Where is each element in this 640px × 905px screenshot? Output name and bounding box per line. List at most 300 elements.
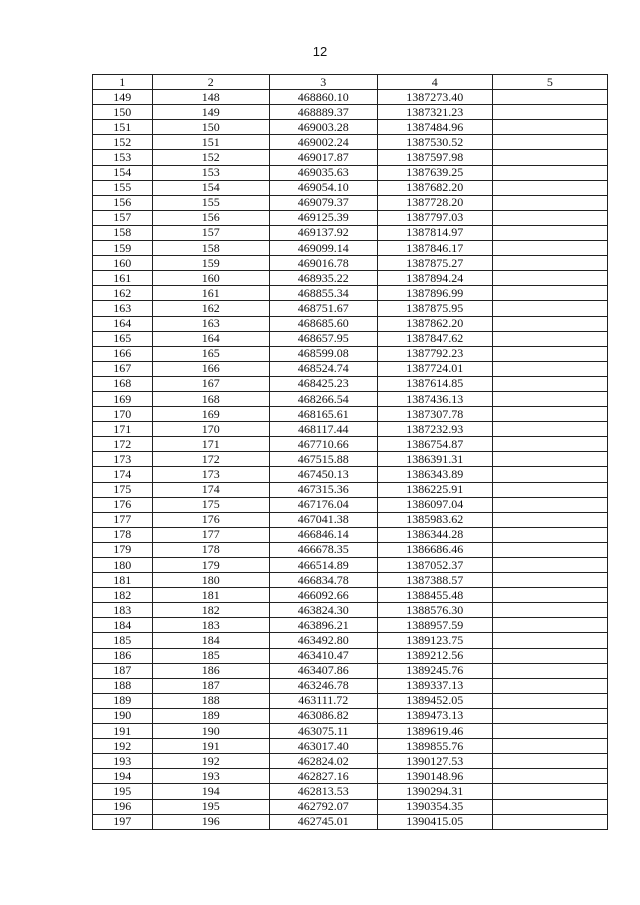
table-cell-col-3: 463075.11 xyxy=(269,724,377,739)
table-cell-col-1: 196 xyxy=(93,799,153,814)
table-cell-col-4: 1387530.52 xyxy=(377,135,492,150)
table-cell-col-4: 1387728.20 xyxy=(377,195,492,210)
table-cell-col-1: 171 xyxy=(93,422,153,437)
table-cell-col-1: 151 xyxy=(93,120,153,135)
table-cell-col-3: 462792.07 xyxy=(269,799,377,814)
table-row xyxy=(93,301,608,316)
table-row xyxy=(93,165,608,180)
table-row xyxy=(93,376,608,391)
table-cell-col-2: 173 xyxy=(152,467,269,482)
column-header-3: 3 xyxy=(269,75,377,90)
table-cell-col-3: 469002.24 xyxy=(269,135,377,150)
table-cell-col-1: 172 xyxy=(93,437,153,452)
table-cell-col-2: 187 xyxy=(152,678,269,693)
table-cell-col-4: 1389245.76 xyxy=(377,663,492,678)
table-cell-col-4: 1386754.87 xyxy=(377,437,492,452)
table-cell-col-4: 1389452.05 xyxy=(377,693,492,708)
table-cell-col-2: 154 xyxy=(152,180,269,195)
table-cell-col-1: 166 xyxy=(93,346,153,361)
table-cell-col-1: 185 xyxy=(93,633,153,648)
table-row xyxy=(93,512,608,527)
table-cell-col-3: 468266.54 xyxy=(269,391,377,406)
table-cell-col-3: 466678.35 xyxy=(269,542,377,557)
table-cell-col-3: 469017.87 xyxy=(269,150,377,165)
table-cell-col-2: 194 xyxy=(152,784,269,799)
table-cell-col-3: 463017.40 xyxy=(269,739,377,754)
table-cell-col-4: 1390294.31 xyxy=(377,784,492,799)
table-cell-col-2: 180 xyxy=(152,573,269,588)
table-cell-col-2: 157 xyxy=(152,225,269,240)
table-row xyxy=(93,618,608,633)
table-cell-col-1: 154 xyxy=(93,165,153,180)
table-cell-col-3: 462827.16 xyxy=(269,769,377,784)
table-cell-col-2: 160 xyxy=(152,271,269,286)
table-row xyxy=(93,331,608,346)
table-cell-col-2: 193 xyxy=(152,769,269,784)
table-cell-col-4: 1387792.23 xyxy=(377,346,492,361)
table-cell-col-3: 468935.22 xyxy=(269,271,377,286)
table-cell-col-5 xyxy=(492,678,607,693)
table-cell-col-4: 1387875.95 xyxy=(377,301,492,316)
table-row xyxy=(93,603,608,618)
table-cell-col-3: 466834.78 xyxy=(269,573,377,588)
table-cell-col-3: 469035.63 xyxy=(269,165,377,180)
table-cell-col-4: 1387436.13 xyxy=(377,391,492,406)
table-cell-col-3: 463086.82 xyxy=(269,708,377,723)
column-header-4: 4 xyxy=(377,75,492,90)
table-cell-col-5 xyxy=(492,256,607,271)
table-cell-col-1: 150 xyxy=(93,105,153,120)
table-cell-col-1: 161 xyxy=(93,271,153,286)
table-cell-col-4: 1387273.40 xyxy=(377,90,492,105)
table-cell-col-5 xyxy=(492,150,607,165)
table-cell-col-4: 1387232.93 xyxy=(377,422,492,437)
table-cell-col-2: 163 xyxy=(152,316,269,331)
table-cell-col-3: 466514.89 xyxy=(269,558,377,573)
table-row xyxy=(93,195,608,210)
table-cell-col-4: 1389473.13 xyxy=(377,708,492,723)
table-cell-col-5 xyxy=(492,301,607,316)
table-cell-col-5 xyxy=(492,497,607,512)
table-row xyxy=(93,422,608,437)
table-cell-col-3: 463492.80 xyxy=(269,633,377,648)
table-cell-col-5 xyxy=(492,527,607,542)
table-cell-col-2: 196 xyxy=(152,814,269,829)
table-cell-col-2: 176 xyxy=(152,512,269,527)
table-cell-col-1: 177 xyxy=(93,512,153,527)
table-cell-col-5 xyxy=(492,316,607,331)
table-cell-col-3: 468889.37 xyxy=(269,105,377,120)
table-cell-col-1: 197 xyxy=(93,814,153,829)
table-cell-col-5 xyxy=(492,573,607,588)
table-cell-col-4: 1387388.57 xyxy=(377,573,492,588)
table-cell-col-5 xyxy=(492,361,607,376)
table-cell-col-3: 468751.67 xyxy=(269,301,377,316)
table-row xyxy=(93,391,608,406)
table-row xyxy=(93,286,608,301)
table-cell-col-2: 158 xyxy=(152,241,269,256)
table-cell-col-3: 468117.44 xyxy=(269,422,377,437)
table-cell-col-5 xyxy=(492,693,607,708)
table-cell-col-5 xyxy=(492,225,607,240)
table-cell-col-2: 164 xyxy=(152,331,269,346)
table-cell-col-1: 187 xyxy=(93,663,153,678)
table-cell-col-3: 468657.95 xyxy=(269,331,377,346)
table-cell-col-2: 192 xyxy=(152,754,269,769)
table-cell-col-5 xyxy=(492,391,607,406)
table-cell-col-5 xyxy=(492,286,607,301)
table-row xyxy=(93,482,608,497)
table-cell-col-2: 162 xyxy=(152,301,269,316)
table-cell-col-2: 153 xyxy=(152,165,269,180)
table-row xyxy=(93,769,608,784)
table-cell-col-1: 178 xyxy=(93,527,153,542)
table-cell-col-2: 183 xyxy=(152,618,269,633)
table-cell-col-1: 191 xyxy=(93,724,153,739)
table-cell-col-5 xyxy=(492,437,607,452)
table-row xyxy=(93,739,608,754)
table-cell-col-5 xyxy=(492,724,607,739)
table-cell-col-3: 468855.34 xyxy=(269,286,377,301)
table-row xyxy=(93,708,608,723)
table-cell-col-5 xyxy=(492,452,607,467)
table-cell-col-1: 176 xyxy=(93,497,153,512)
table-cell-col-2: 148 xyxy=(152,90,269,105)
table-row xyxy=(93,648,608,663)
table-cell-col-2: 152 xyxy=(152,150,269,165)
table-cell-col-4: 1387639.25 xyxy=(377,165,492,180)
table-cell-col-3: 469137.92 xyxy=(269,225,377,240)
table-cell-col-3: 468860.10 xyxy=(269,90,377,105)
table-row xyxy=(93,497,608,512)
table-cell-col-4: 1389855.76 xyxy=(377,739,492,754)
table-cell-col-4: 1385983.62 xyxy=(377,512,492,527)
table-cell-col-3: 463824.30 xyxy=(269,603,377,618)
table-cell-col-3: 468599.08 xyxy=(269,346,377,361)
table-cell-col-4: 1387614.85 xyxy=(377,376,492,391)
table-cell-col-5 xyxy=(492,210,607,225)
table-row xyxy=(93,467,608,482)
table-cell-col-5 xyxy=(492,90,607,105)
column-header-5: 5 xyxy=(492,75,607,90)
table-cell-col-1: 174 xyxy=(93,467,153,482)
table-cell-col-5 xyxy=(492,799,607,814)
table-cell-col-4: 1386343.89 xyxy=(377,467,492,482)
table-cell-col-5 xyxy=(492,648,607,663)
table-cell-col-1: 181 xyxy=(93,573,153,588)
table-cell-col-5 xyxy=(492,407,607,422)
table-cell-col-3: 467315.36 xyxy=(269,482,377,497)
table-row xyxy=(93,573,608,588)
table-cell-col-5 xyxy=(492,603,607,618)
table-cell-col-4: 1386225.91 xyxy=(377,482,492,497)
table-cell-col-5 xyxy=(492,784,607,799)
table-cell-col-4: 1388957.59 xyxy=(377,618,492,633)
table-header-row xyxy=(93,75,608,90)
table-row xyxy=(93,225,608,240)
table-cell-col-2: 184 xyxy=(152,633,269,648)
table-row xyxy=(93,256,608,271)
table-row xyxy=(93,271,608,286)
table-row xyxy=(93,693,608,708)
table-cell-col-3: 469003.28 xyxy=(269,120,377,135)
table-cell-col-3: 469054.10 xyxy=(269,180,377,195)
table-cell-col-1: 188 xyxy=(93,678,153,693)
table-cell-col-1: 193 xyxy=(93,754,153,769)
table-cell-col-4: 1387682.20 xyxy=(377,180,492,195)
table-cell-col-3: 468425.23 xyxy=(269,376,377,391)
table-row xyxy=(93,241,608,256)
table-cell-col-3: 467041.38 xyxy=(269,512,377,527)
table-cell-col-4: 1387814.97 xyxy=(377,225,492,240)
table-cell-col-1: 169 xyxy=(93,391,153,406)
table-cell-col-2: 168 xyxy=(152,391,269,406)
table-cell-col-2: 156 xyxy=(152,210,269,225)
table-cell-col-1: 180 xyxy=(93,558,153,573)
column-header-1: 1 xyxy=(93,75,153,90)
table-cell-col-2: 178 xyxy=(152,542,269,557)
table-cell-col-3: 462813.53 xyxy=(269,784,377,799)
table-row xyxy=(93,90,608,105)
table-row xyxy=(93,784,608,799)
table-cell-col-1: 159 xyxy=(93,241,153,256)
table-cell-col-5 xyxy=(492,482,607,497)
table-cell-col-3: 468165.61 xyxy=(269,407,377,422)
table-cell-col-4: 1389212.56 xyxy=(377,648,492,663)
table-cell-col-1: 157 xyxy=(93,210,153,225)
table-cell-col-2: 190 xyxy=(152,724,269,739)
table-cell-col-1: 186 xyxy=(93,648,153,663)
table-cell-col-2: 177 xyxy=(152,527,269,542)
table-cell-col-5 xyxy=(492,105,607,120)
table-cell-col-4: 1390148.96 xyxy=(377,769,492,784)
table-cell-col-5 xyxy=(492,422,607,437)
table-cell-col-2: 169 xyxy=(152,407,269,422)
table-cell-col-5 xyxy=(492,708,607,723)
table-row xyxy=(93,754,608,769)
table-row xyxy=(93,316,608,331)
table-cell-col-1: 183 xyxy=(93,603,153,618)
table-cell-col-2: 179 xyxy=(152,558,269,573)
table-cell-col-2: 195 xyxy=(152,799,269,814)
table-row xyxy=(93,210,608,225)
table-cell-col-1: 163 xyxy=(93,301,153,316)
table-cell-col-4: 1387875.27 xyxy=(377,256,492,271)
table-cell-col-1: 164 xyxy=(93,316,153,331)
table-row xyxy=(93,105,608,120)
table-cell-col-2: 175 xyxy=(152,497,269,512)
table-row xyxy=(93,633,608,648)
table-cell-col-4: 1388455.48 xyxy=(377,588,492,603)
table-cell-col-3: 469079.37 xyxy=(269,195,377,210)
table-cell-col-1: 160 xyxy=(93,256,153,271)
table-cell-col-1: 158 xyxy=(93,225,153,240)
table-cell-col-3: 469016.78 xyxy=(269,256,377,271)
table-cell-col-2: 161 xyxy=(152,286,269,301)
table-cell-col-4: 1387052.37 xyxy=(377,558,492,573)
table-cell-col-4: 1387846.17 xyxy=(377,241,492,256)
table-cell-col-4: 1387862.20 xyxy=(377,316,492,331)
table-cell-col-1: 170 xyxy=(93,407,153,422)
table-cell-col-2: 150 xyxy=(152,120,269,135)
table-cell-col-4: 1386391.31 xyxy=(377,452,492,467)
table-row xyxy=(93,180,608,195)
table-cell-col-5 xyxy=(492,754,607,769)
table-cell-col-3: 462745.01 xyxy=(269,814,377,829)
table-cell-col-1: 184 xyxy=(93,618,153,633)
table-cell-col-3: 467176.04 xyxy=(269,497,377,512)
table-cell-col-4: 1390127.53 xyxy=(377,754,492,769)
table-row xyxy=(93,814,608,829)
table-cell-col-4: 1387597.98 xyxy=(377,150,492,165)
table-cell-col-2: 172 xyxy=(152,452,269,467)
page-number: 12 xyxy=(312,44,328,59)
table-cell-col-2: 165 xyxy=(152,346,269,361)
table-cell-col-5 xyxy=(492,331,607,346)
table-cell-col-5 xyxy=(492,512,607,527)
table-cell-col-3: 467710.66 xyxy=(269,437,377,452)
table-cell-col-1: 156 xyxy=(93,195,153,210)
table-cell-col-2: 166 xyxy=(152,361,269,376)
table-cell-col-5 xyxy=(492,814,607,829)
table-cell-col-4: 1386344.28 xyxy=(377,527,492,542)
table-cell-col-1: 190 xyxy=(93,708,153,723)
table-row xyxy=(93,558,608,573)
table-cell-col-2: 159 xyxy=(152,256,269,271)
table-cell-col-3: 466846.14 xyxy=(269,527,377,542)
table-cell-col-3: 463407.86 xyxy=(269,663,377,678)
table-row xyxy=(93,361,608,376)
table-cell-col-2: 174 xyxy=(152,482,269,497)
table-cell-col-1: 173 xyxy=(93,452,153,467)
table-cell-col-4: 1387896.99 xyxy=(377,286,492,301)
table-row xyxy=(93,542,608,557)
table-cell-col-2: 171 xyxy=(152,437,269,452)
table-row xyxy=(93,120,608,135)
table-cell-col-5 xyxy=(492,376,607,391)
table-row xyxy=(93,678,608,693)
table-cell-col-1: 153 xyxy=(93,150,153,165)
table-cell-col-1: 168 xyxy=(93,376,153,391)
table-cell-col-5 xyxy=(492,633,607,648)
coordinates-table xyxy=(92,74,608,830)
table-cell-col-5 xyxy=(492,663,607,678)
table-row xyxy=(93,407,608,422)
table-cell-col-5 xyxy=(492,542,607,557)
table-cell-col-1: 179 xyxy=(93,542,153,557)
table-cell-col-1: 162 xyxy=(93,286,153,301)
table-cell-col-1: 165 xyxy=(93,331,153,346)
table-cell-col-5 xyxy=(492,739,607,754)
table-row xyxy=(93,150,608,165)
table-cell-col-2: 182 xyxy=(152,603,269,618)
table-cell-col-3: 467515.88 xyxy=(269,452,377,467)
table-cell-col-1: 192 xyxy=(93,739,153,754)
table-cell-col-2: 185 xyxy=(152,648,269,663)
table-cell-col-2: 167 xyxy=(152,376,269,391)
table-cell-col-4: 1390415.05 xyxy=(377,814,492,829)
table-cell-col-2: 188 xyxy=(152,693,269,708)
table-cell-col-5 xyxy=(492,558,607,573)
table-cell-col-1: 155 xyxy=(93,180,153,195)
table-row xyxy=(93,724,608,739)
table-cell-col-4: 1389619.46 xyxy=(377,724,492,739)
table-body xyxy=(93,90,608,830)
table-cell-col-1: 194 xyxy=(93,769,153,784)
table-row xyxy=(93,135,608,150)
table-cell-col-4: 1387894.24 xyxy=(377,271,492,286)
table-row xyxy=(93,346,608,361)
table-cell-col-3: 462824.02 xyxy=(269,754,377,769)
table-cell-col-3: 463410.47 xyxy=(269,648,377,663)
table-cell-col-5 xyxy=(492,588,607,603)
table-cell-col-4: 1387484.96 xyxy=(377,120,492,135)
table-cell-col-3: 467450.13 xyxy=(269,467,377,482)
table-cell-col-2: 151 xyxy=(152,135,269,150)
table-cell-col-5 xyxy=(492,346,607,361)
table-cell-col-5 xyxy=(492,271,607,286)
table-cell-col-5 xyxy=(492,135,607,150)
table-cell-col-2: 149 xyxy=(152,105,269,120)
table-cell-col-1: 152 xyxy=(93,135,153,150)
table-cell-col-4: 1388576.30 xyxy=(377,603,492,618)
table-cell-col-5 xyxy=(492,165,607,180)
table-cell-col-5 xyxy=(492,180,607,195)
table-cell-col-5 xyxy=(492,467,607,482)
table-cell-col-4: 1387847.62 xyxy=(377,331,492,346)
table-cell-col-4: 1389123.75 xyxy=(377,633,492,648)
table-cell-col-3: 469125.39 xyxy=(269,210,377,225)
table-cell-col-4: 1387797.03 xyxy=(377,210,492,225)
table-cell-col-3: 468685.60 xyxy=(269,316,377,331)
table-cell-col-3: 463896.21 xyxy=(269,618,377,633)
table-cell-col-3: 463111.72 xyxy=(269,693,377,708)
table-row xyxy=(93,527,608,542)
table-row xyxy=(93,437,608,452)
table-cell-col-1: 182 xyxy=(93,588,153,603)
table-cell-col-5 xyxy=(492,769,607,784)
table-cell-col-1: 175 xyxy=(93,482,153,497)
table-cell-col-4: 1386097.04 xyxy=(377,497,492,512)
table-cell-col-4: 1387307.78 xyxy=(377,407,492,422)
table-cell-col-2: 155 xyxy=(152,195,269,210)
table-cell-col-1: 195 xyxy=(93,784,153,799)
table-cell-col-4: 1387724.01 xyxy=(377,361,492,376)
table-cell-col-2: 191 xyxy=(152,739,269,754)
table-cell-col-2: 170 xyxy=(152,422,269,437)
table-cell-col-5 xyxy=(492,195,607,210)
table-cell-col-4: 1386686.46 xyxy=(377,542,492,557)
table-cell-col-5 xyxy=(492,241,607,256)
table-cell-col-4: 1387321.23 xyxy=(377,105,492,120)
table-cell-col-1: 189 xyxy=(93,693,153,708)
table-row xyxy=(93,452,608,467)
table-cell-col-3: 466092.66 xyxy=(269,588,377,603)
table-cell-col-5 xyxy=(492,618,607,633)
column-header-2: 2 xyxy=(152,75,269,90)
table-cell-col-2: 189 xyxy=(152,708,269,723)
table-cell-col-3: 468524.74 xyxy=(269,361,377,376)
table-row xyxy=(93,799,608,814)
table-cell-col-3: 463246.78 xyxy=(269,678,377,693)
table-cell-col-2: 181 xyxy=(152,588,269,603)
table-row xyxy=(93,663,608,678)
table-row xyxy=(93,588,608,603)
table-cell-col-3: 469099.14 xyxy=(269,241,377,256)
table-cell-col-5 xyxy=(492,120,607,135)
table-cell-col-2: 186 xyxy=(152,663,269,678)
table-cell-col-4: 1390354.35 xyxy=(377,799,492,814)
